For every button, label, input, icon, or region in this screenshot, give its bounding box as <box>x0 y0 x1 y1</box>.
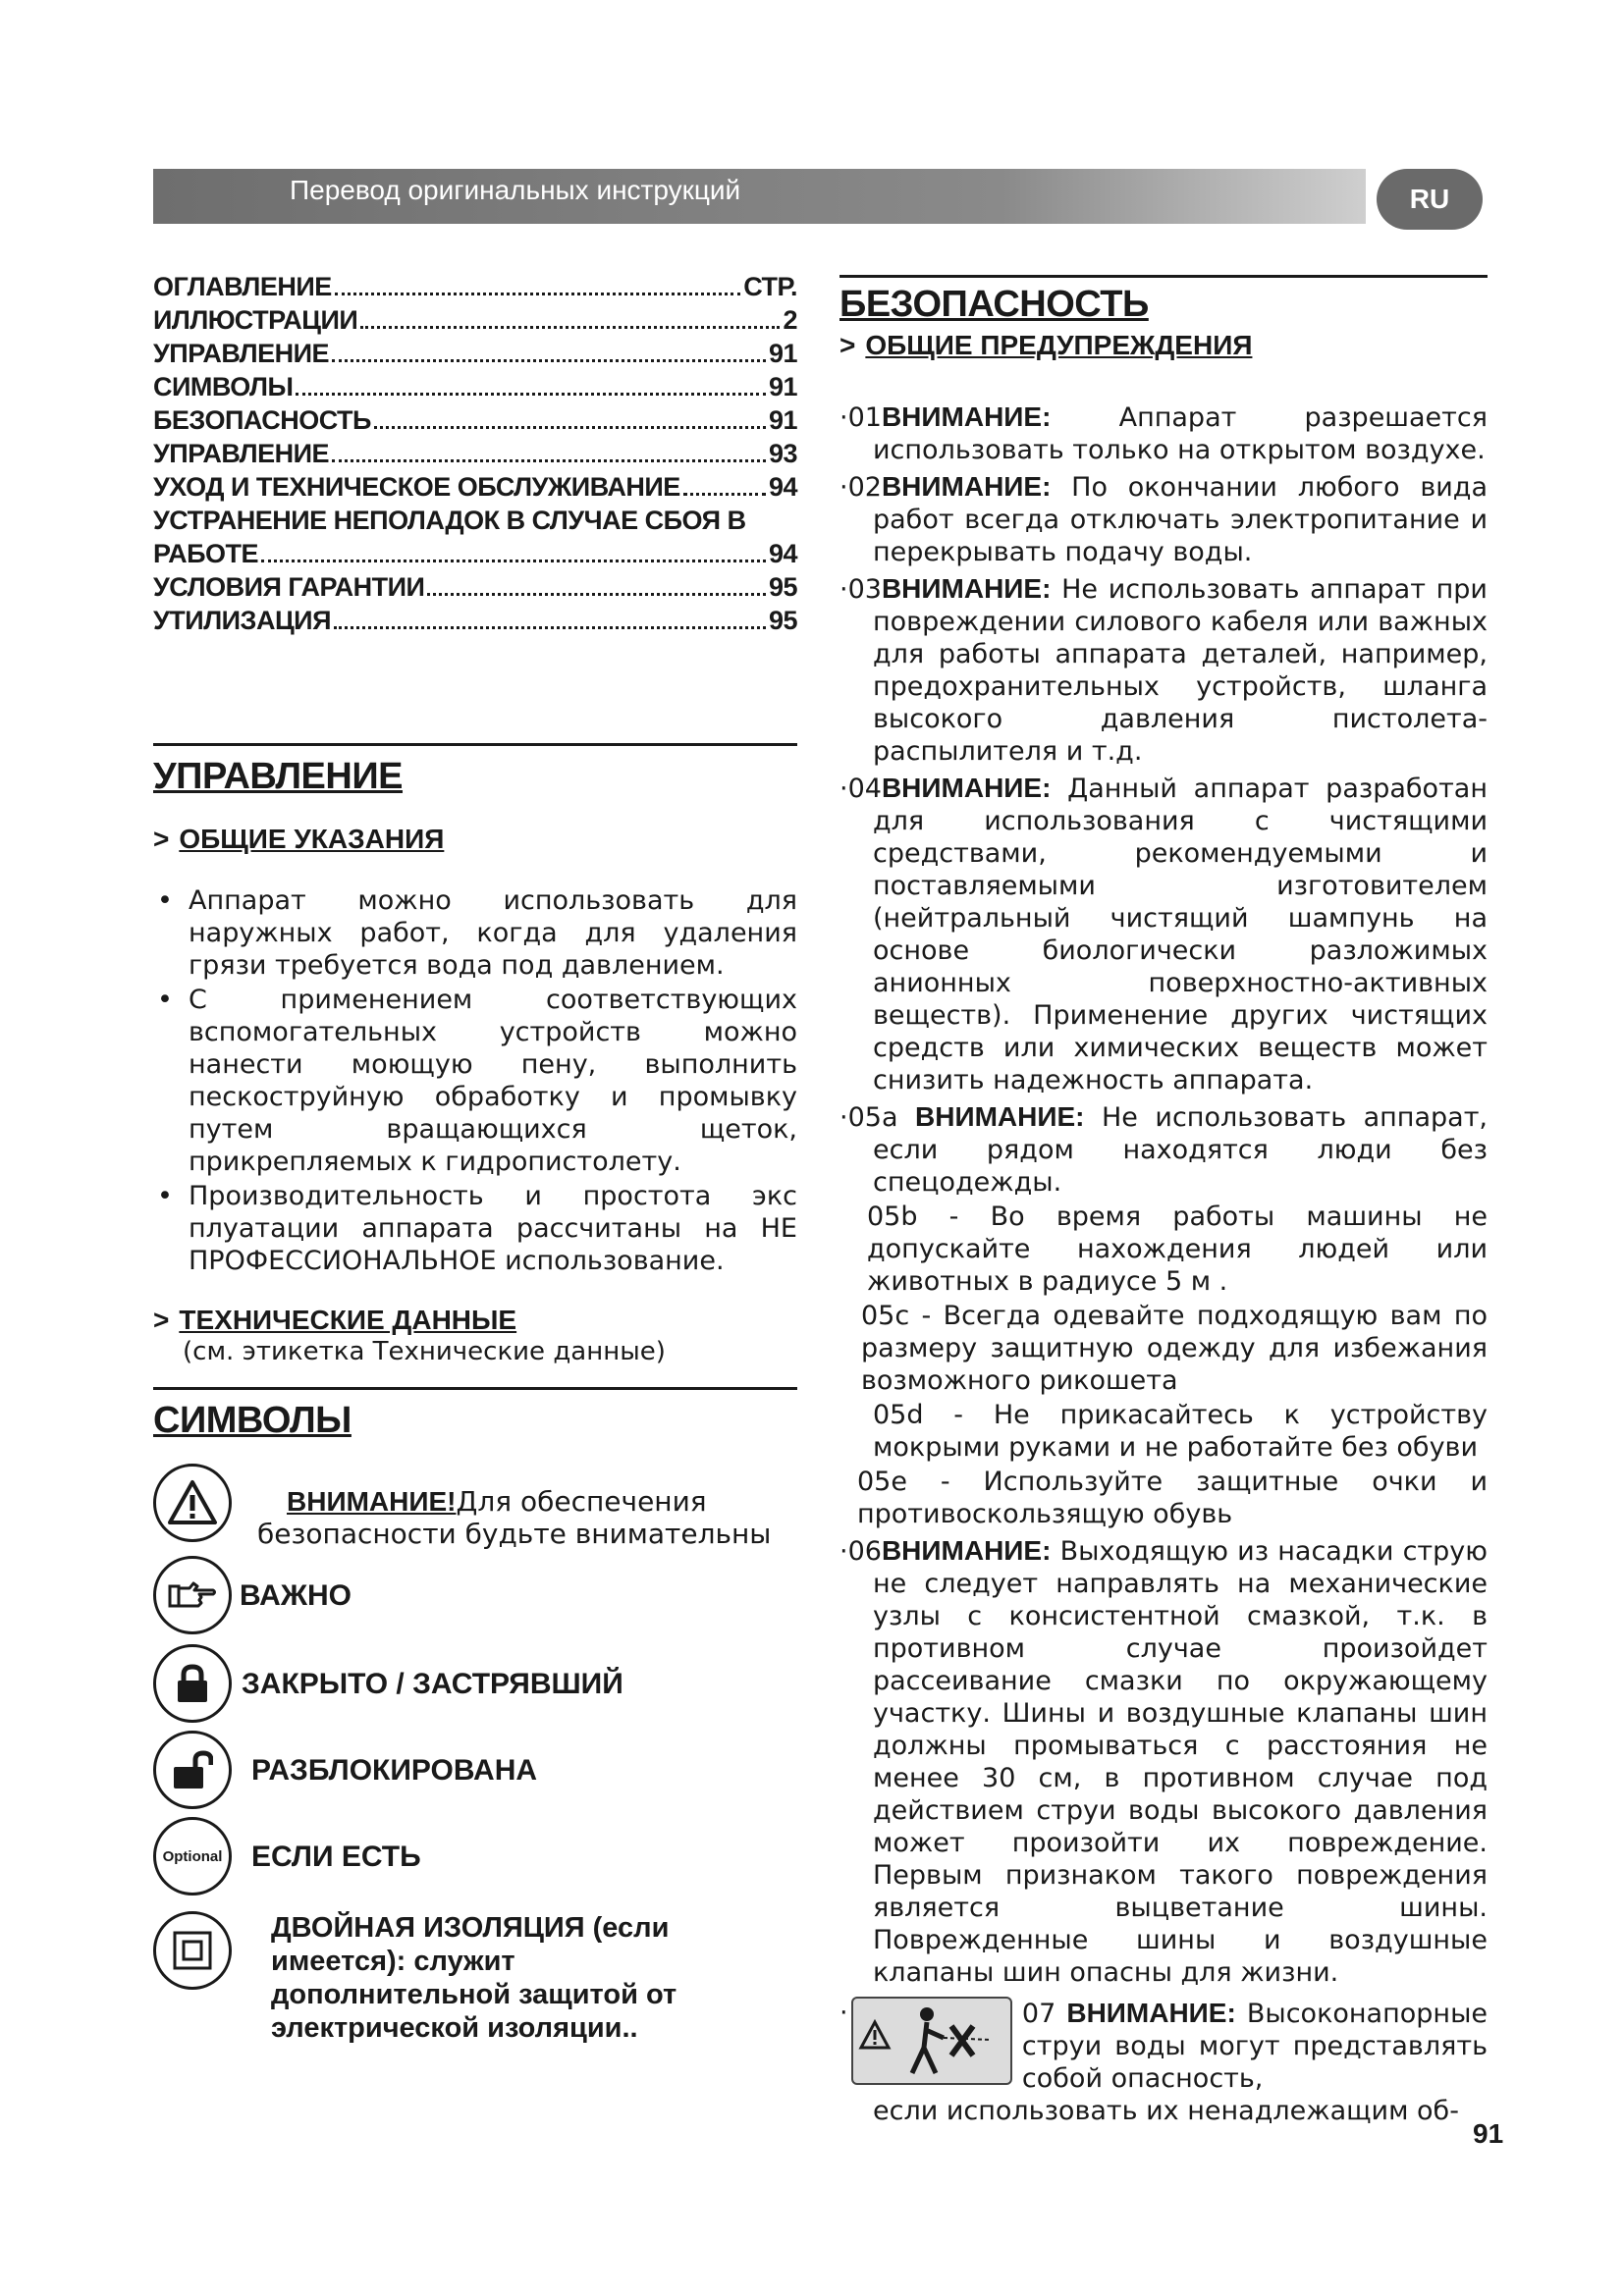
section-divider <box>839 275 1488 278</box>
section-divider <box>153 743 797 746</box>
double-insulation-icon <box>153 1911 232 1990</box>
list-item: 05d - Не прикасайтесь к устройству мокрыми руками и не работайте без обуви <box>873 1400 1488 1463</box>
warning-triangle-icon <box>153 1464 232 1542</box>
symbol-double-insulation <box>153 1911 797 2045</box>
toc-row[interactable]: СИМВОЛЫ 91 <box>153 372 797 401</box>
list-item: • Аппарат можно использовать для наружных работ, когда для удаления грязи требуется вода под давлением. <box>153 884 797 982</box>
lock-open-icon <box>153 1731 232 1809</box>
list-item: 05b - Во время работы машины не допускайте нахождения людей или животных в радиусе 5 м . <box>867 1201 1488 1297</box>
list-item: ·03ВНИМАНИЕ: Не использовать аппарат при повреждении силового кабеля или важных для работы аппарата деталей, например, предохранительных устройств, шланга высокого давления пистолета-распылителя и т.д. <box>839 573 1488 767</box>
list-item: ·05a ВНИМАНИЕ: Не использовать аппарат, если рядом находятся люди без спецодежды. <box>839 1101 1488 1198</box>
language-badge: RU <box>1377 169 1483 230</box>
toc-row[interactable]: ИЛЛЮСТРАЦИИ 2 <box>153 305 797 335</box>
header-title: Перевод оригинальных инструкций <box>290 175 741 205</box>
toc-row[interactable]: УХОД И ТЕХНИЧЕСКОЕ ОБСЛУЖИВАНИЕ 94 <box>153 472 797 502</box>
symbol-unlocked <box>153 1731 797 1809</box>
toc-row[interactable]: УПРАВЛЕНИЕ 93 <box>153 439 797 468</box>
toc-row[interactable]: УСТРАНЕНИЕ НЕПОЛАДОК В СЛУЧАЕ СБОЯ В РАБОТЕ 94 <box>153 506 797 568</box>
left-column <box>153 270 797 2045</box>
unlocked-label: РАЗБЛОКИРОВАНА <box>251 1753 538 1787</box>
symbol-optional <box>153 1817 797 1896</box>
symbol-locked <box>153 1644 797 1723</box>
toc-row[interactable]: ОГЛАВЛЕНИЕ СТР. <box>153 272 797 301</box>
water-jet-hazard-icon <box>851 1997 1012 2085</box>
list-item: • С применением соответствующих вспомогательных устройств можно нанести моющую пену, выполнить пескоструйную обработку и промывку путем вращающихся щеток, прикрепляемых к гидропистолету. <box>153 984 797 1178</box>
table-of-contents <box>153 270 797 637</box>
subsection-tech-data: > ТЕХНИЧЕСКИЕ ДАННЫЕ <box>153 1305 517 1335</box>
list-item: ·01ВНИМАНИЕ: Аппарат разрешается использовать только на открытом воздухе. <box>839 401 1488 465</box>
optional-icon: Optional <box>153 1817 232 1896</box>
toc-row[interactable]: УСЛОВИЯ ГАРАНТИИ 95 <box>153 572 797 602</box>
subsection-general-warnings: > ОБЩИЕ ПРЕДУПРЕЖДЕНИЯ <box>839 330 1253 360</box>
section-title-safety: БЕЗОПАСНОСТЬ <box>839 284 1149 325</box>
tech-data-note: (см. этикетка Технические данные) <box>183 1337 666 1366</box>
page-number: 91 <box>1473 2118 1504 2149</box>
double-insulation-label: ДВОЙНАЯ ИЗОЛЯЦИЯ (если имеется): служит дополнительной защитой от электрической изоляции.. <box>271 1912 677 2044</box>
general-bullets <box>153 884 797 1277</box>
list-item: ·06ВНИМАНИЕ: Выходящую из насадки струю не следует направлять на механические узлы с консистентной смазкой, т.к. в противном случае произойдет рассеивание смазки по окружающему участку. Шины и воздушные клапаны шин должны промываться с расстояния не менее 30 см, в противном случае под действием струи воды высокого давления может произойти их повреждение. Первым признаком такого повреждения является выцветание шины. Поврежденные шины и воздушные клапаны шин опасны для жизни. <box>839 1535 1488 1988</box>
section-title-symbols: СИМВОЛЫ <box>153 1400 352 1441</box>
list-item: 05c - Всегда одевайте подходящую вам по размеру защитную одежду для избежания возможного рикошета <box>861 1301 1488 1396</box>
toc-row[interactable]: УТИЛИЗАЦИЯ 95 <box>153 606 797 635</box>
section-title-control: УПРАВЛЕНИЕ <box>153 756 404 797</box>
symbol-attention: ВНИМАНИЕ!Для обеспечения безопасности будьте внимательны <box>153 1456 797 1550</box>
pointing-hand-icon <box>153 1556 232 1634</box>
list-item: · 07 ВНИМАНИЕ: Высоконапорные струи воды могут представлять собой опасность, если использовать их ненадлежащим об- <box>839 1998 1488 2126</box>
optional-label: ЕСЛИ ЕСТЬ <box>251 1840 421 1873</box>
list-item: 05e - Используйте защитные очки и противоскользящую обувь <box>857 1467 1488 1529</box>
attention-label: ВНИМАНИЕ! <box>287 1486 457 1517</box>
lock-closed-icon <box>153 1644 232 1723</box>
list-item: • Производительность и простота экс плуатации аппарата рассчитаны на НЕ ПРОФЕССИОНАЛЬНОЕ использование. <box>153 1180 797 1277</box>
warnings-list <box>839 400 1488 2127</box>
toc-row[interactable]: БЕЗОПАСНОСТЬ 91 <box>153 405 797 435</box>
important-label: ВАЖНО <box>240 1578 352 1612</box>
locked-label: ЗАКРЫТО / ЗАСТРЯВШИЙ <box>242 1667 623 1700</box>
list-item: ·04ВНИМАНИЕ: Данный аппарат разработан для использования с чистящими средствами, рекомендуемыми и поставляемыми изготовителем (нейтральный чистящий шампунь на основе биологически разложимых анионных поверхностно-активных веществ). Применение других чистящих средств или химических веществ может снизить надежность аппарата. <box>839 773 1488 1095</box>
toc-row[interactable]: УПРАВЛЕНИЕ 91 <box>153 339 797 368</box>
right-column <box>839 275 1488 2127</box>
symbol-important <box>153 1556 797 1634</box>
list-item: ·02ВНИМАНИЕ: По окончании любого вида работ всегда отключать электропитание и перекрывать подачу воды. <box>839 471 1488 567</box>
section-divider <box>153 1387 797 1390</box>
subsection-general: > ОБЩИЕ УКАЗАНИЯ <box>153 824 445 854</box>
